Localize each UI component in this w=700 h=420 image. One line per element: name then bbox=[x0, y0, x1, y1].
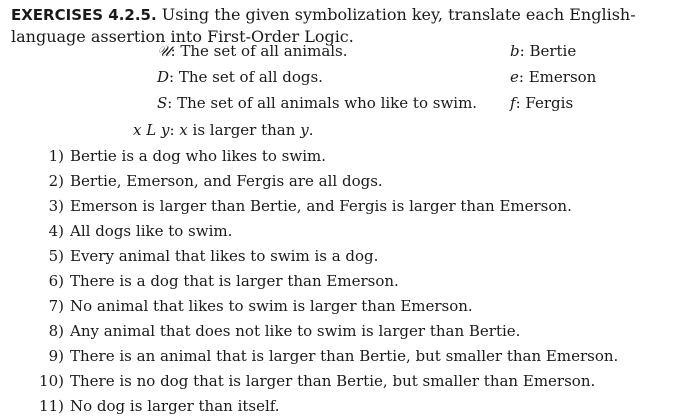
item-text: Bertie, Emerson, and Fergis are all dogs. bbox=[70, 172, 383, 190]
key-universe-desc: The set of all animals. bbox=[180, 42, 348, 60]
item-text: There is a dog that is larger than Emerson. bbox=[70, 272, 399, 290]
list-item bbox=[0, 396, 280, 416]
key-constant-sep: : bbox=[519, 42, 525, 60]
item-text: No dog is larger than itself. bbox=[70, 397, 280, 415]
item-number: 9) bbox=[48, 347, 64, 365]
item-number: 6) bbox=[48, 272, 64, 290]
item-number: 5) bbox=[48, 247, 64, 265]
key-constant-bertie bbox=[510, 41, 576, 61]
key-constant-desc: Fergis bbox=[525, 94, 574, 112]
item-text: There is an animal that is larger than Bertie, but smaller than Emerson. bbox=[70, 347, 619, 365]
key-predicate-desc: The set of all animals who like to swim. bbox=[177, 94, 478, 112]
item-number: 7) bbox=[48, 297, 64, 315]
item-text: No animal that likes to swim is larger than Emerson. bbox=[70, 297, 473, 315]
key-relation-end: . bbox=[308, 121, 314, 139]
item-text: Every animal that likes to swim is a dog. bbox=[70, 247, 379, 265]
item-number: 8) bbox=[48, 322, 64, 340]
list-item bbox=[0, 346, 618, 366]
list-item bbox=[0, 271, 399, 291]
list-item bbox=[0, 371, 595, 391]
key-constant-fergis bbox=[510, 93, 573, 113]
exercise-label: EXERCISES 4.2.5. bbox=[11, 6, 157, 24]
key-relation-sep: : bbox=[169, 121, 175, 139]
item-number: 11) bbox=[39, 397, 64, 415]
key-constant-symbol: b bbox=[510, 42, 520, 60]
list-item bbox=[0, 321, 520, 341]
key-constant-sep: : bbox=[518, 68, 524, 86]
exercise-header bbox=[11, 4, 687, 47]
item-number: 10) bbox=[39, 372, 64, 390]
key-predicate-sep: : bbox=[169, 68, 175, 86]
key-constant-symbol: f bbox=[510, 94, 516, 112]
list-item bbox=[0, 196, 572, 216]
item-number: 3) bbox=[48, 197, 64, 215]
key-universe-symbol: 𝒰 bbox=[157, 42, 171, 60]
key-universe bbox=[157, 41, 348, 61]
list-item bbox=[0, 171, 383, 191]
key-constant-desc: Bertie bbox=[529, 42, 577, 60]
key-constant-desc: Emerson bbox=[528, 68, 597, 86]
item-text: There is no dog that is larger than Bertie, but smaller than Emerson. bbox=[70, 372, 596, 390]
key-constant-emerson bbox=[510, 67, 596, 87]
item-number: 1) bbox=[48, 147, 64, 165]
item-text: Emerson is larger than Bertie, and Fergis is larger than Emerson. bbox=[70, 197, 572, 215]
key-relation-var2: y bbox=[300, 121, 309, 139]
key-predicate-symbol: D bbox=[157, 68, 170, 86]
list-item bbox=[0, 146, 326, 166]
key-predicate-sep: : bbox=[167, 94, 173, 112]
key-relation-mid: is larger than bbox=[192, 121, 296, 139]
key-universe-sep: : bbox=[170, 42, 176, 60]
list-item bbox=[0, 246, 378, 266]
key-predicate-dogs bbox=[157, 67, 323, 87]
item-text: Any animal that does not like to swim is larger than Bertie. bbox=[70, 322, 521, 340]
key-predicate-symbol: S bbox=[157, 94, 168, 112]
key-constant-symbol: e bbox=[510, 68, 519, 86]
key-relation bbox=[133, 120, 313, 140]
item-number: 4) bbox=[48, 222, 64, 240]
item-number: 2) bbox=[48, 172, 64, 190]
key-relation-var1: x bbox=[179, 121, 188, 139]
list-item bbox=[0, 221, 232, 241]
list-item bbox=[0, 296, 473, 316]
item-text: All dogs like to swim. bbox=[70, 222, 233, 240]
key-predicate-swim bbox=[157, 93, 477, 113]
exercise-instruction: Using the given symbolization key, translate each English-language assertion into First-Order Logic. bbox=[11, 5, 636, 46]
key-relation-symbol: x L y bbox=[133, 121, 170, 139]
key-predicate-desc: The set of all dogs. bbox=[178, 68, 323, 86]
item-text: Bertie is a dog who likes to swim. bbox=[70, 147, 326, 165]
key-constant-sep: : bbox=[515, 94, 521, 112]
